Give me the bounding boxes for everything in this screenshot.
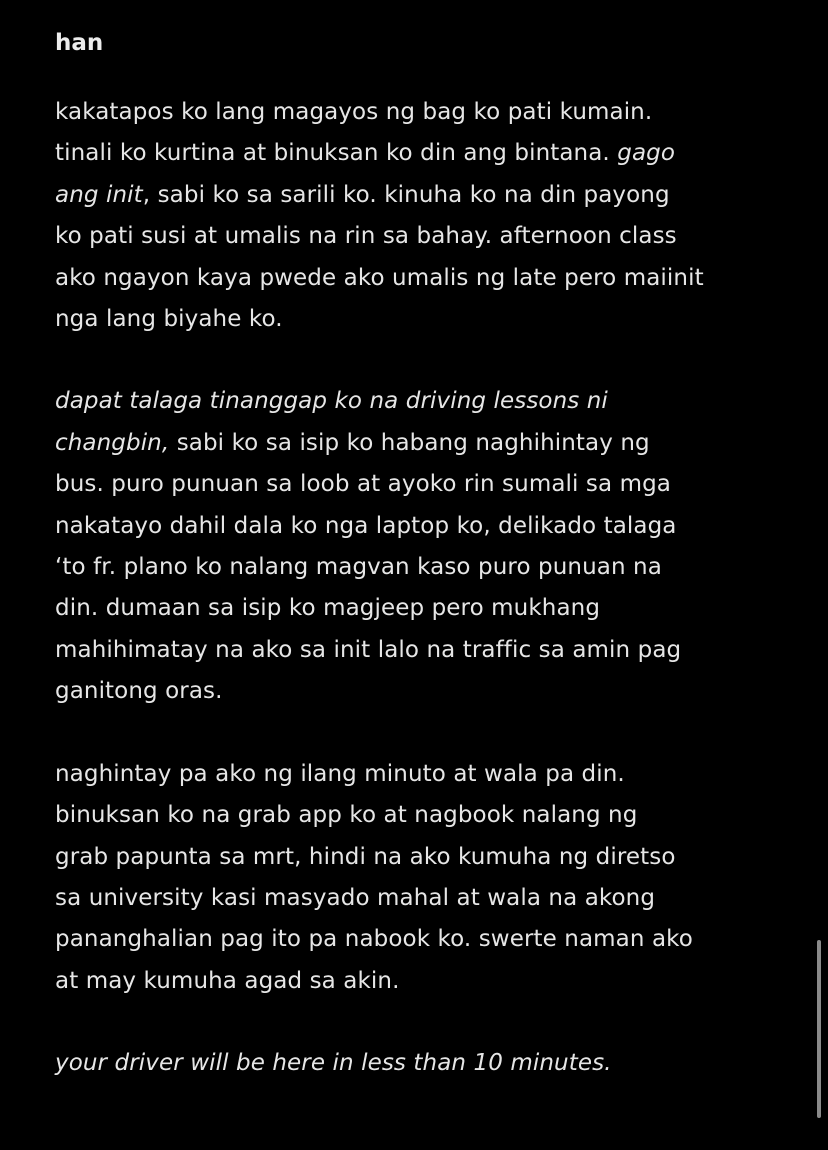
text-span: binuksan ko na grab app ko at nagbook nalang ng	[55, 802, 638, 829]
text-line	[55, 1043, 795, 1084]
text-span: din. dumaan sa isip ko magjeep pero mukhang	[55, 595, 601, 622]
story-text	[55, 92, 795, 1085]
italic-text: your driver will be here in less than 10 minutes.	[55, 1050, 612, 1077]
text-line	[55, 133, 795, 174]
text-line	[55, 961, 795, 1002]
text-line	[55, 795, 795, 836]
italic-text: gago	[617, 140, 676, 167]
text-span: kakatapos ko lang magayos ng bag ko pati kumain.	[55, 99, 653, 125]
text-line	[55, 464, 795, 505]
text-line	[55, 671, 795, 712]
text-span: sabi ko sa isip ko habang naghihintay ng	[169, 429, 650, 456]
text-span: mahihimatay na ako sa init lalo na traffic sa amin pag	[55, 636, 682, 663]
scrollbar[interactable]	[817, 940, 821, 1118]
text-line	[55, 92, 795, 133]
text-span: grab papunta sa mrt, hindi na ako kumuha ng diretso	[55, 843, 676, 870]
text-span: nakatayo dahil dala ko nga laptop ko, delikado talaga	[55, 512, 677, 539]
paragraph	[55, 1043, 795, 1084]
text-line	[55, 878, 795, 919]
text-line	[55, 381, 795, 422]
text-line	[55, 754, 795, 795]
text-line	[55, 837, 795, 878]
text-line	[55, 506, 795, 547]
text-line	[55, 299, 795, 340]
text-line	[55, 547, 795, 588]
text-span: at may kumuha agad sa akin.	[55, 967, 400, 994]
text-line	[55, 216, 795, 257]
text-span: nga lang biyahe ko.	[55, 306, 283, 333]
text-span: tinali ko kurtina at binuksan ko din ang bintana.	[55, 140, 618, 167]
text-span: bus. puro punuan sa loob at ayoko rin sumali sa mga	[55, 471, 671, 498]
italic-text: dapat talaga tinanggap ko na driving lessons ni	[55, 388, 608, 415]
paragraph	[55, 754, 795, 1002]
text-line	[55, 423, 795, 464]
paragraph	[55, 92, 795, 340]
text-line	[55, 588, 795, 629]
text-line	[55, 175, 795, 216]
text-span: , sabi ko sa sarili ko. kinuha ko na din payong	[142, 181, 670, 208]
italic-text: ang init	[55, 181, 143, 208]
text-span: ako ngayon kaya pwede ako umalis ng late pero maiinit	[55, 264, 704, 291]
text-line	[55, 630, 795, 671]
text-span: naghintay pa ako ng ilang minuto at wala pa din.	[55, 760, 625, 787]
text-span: sa university kasi masyado mahal at wala na akong	[55, 884, 656, 911]
text-line	[55, 258, 795, 299]
text-line	[55, 919, 795, 960]
text-span: ‘to fr. plano ko nalang magvan kaso puro punuan na	[55, 554, 662, 581]
text-span: ko pati susi at umalis na rin sa bahay. afternoon class	[55, 223, 677, 250]
text-span: ganitong oras.	[55, 678, 223, 705]
paragraph	[55, 381, 795, 712]
author-heading: han	[55, 30, 104, 56]
note-body	[55, 22, 795, 1126]
text-span: pananghalian pag ito pa nabook ko. swerte naman ako	[55, 926, 693, 953]
italic-text: changbin,	[55, 429, 170, 456]
